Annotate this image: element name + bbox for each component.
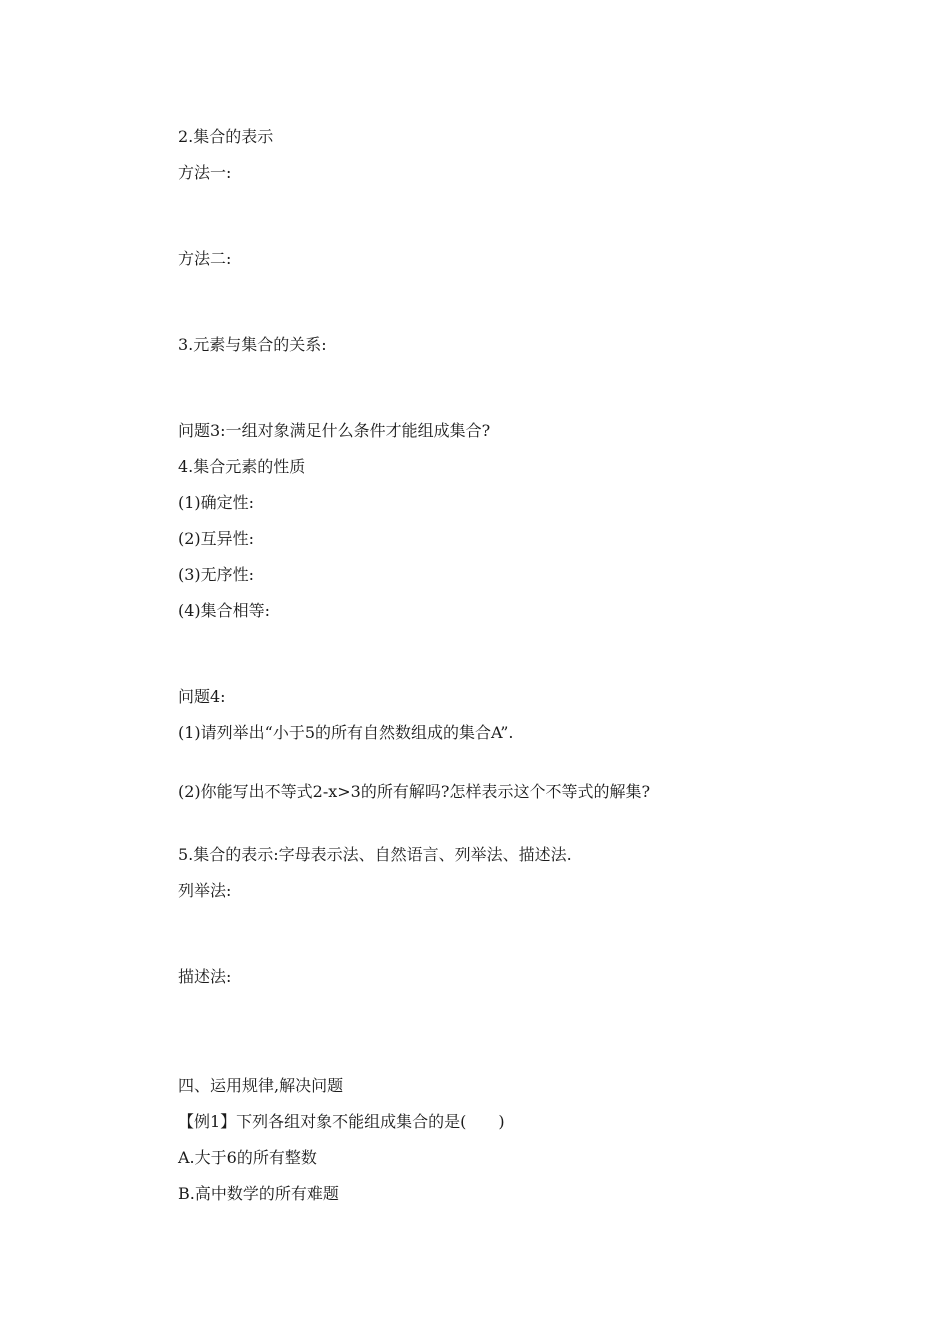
question-4-part-1: (1)请列举出“小于5的所有自然数组成的集合A”. bbox=[178, 723, 514, 742]
section-3-title: 3.元素与集合的关系: bbox=[178, 335, 327, 354]
section-4-title: 4.集合元素的性质 bbox=[178, 457, 306, 476]
option-b: B.高中数学的所有难题 bbox=[178, 1184, 339, 1203]
property-distinctness: (2)互异性: bbox=[178, 529, 255, 548]
method-one-label: 方法一: bbox=[178, 163, 232, 182]
roster-method-label: 列举法: bbox=[178, 881, 232, 900]
option-a: A.大于6的所有整数 bbox=[178, 1148, 317, 1167]
question-4-title: 问题4: bbox=[178, 687, 226, 706]
part-4-title: 四、运用规律,解决问题 bbox=[178, 1076, 344, 1095]
description-method-label: 描述法: bbox=[178, 967, 232, 986]
question-4-part-2: (2)你能写出不等式2-x>3的所有解吗?怎样表示这个不等式的解集? bbox=[178, 782, 651, 801]
property-unordered: (3)无序性: bbox=[178, 565, 255, 584]
example-1-question: 【例1】下列各组对象不能组成集合的是( ) bbox=[178, 1112, 505, 1131]
property-set-equality: (4)集合相等: bbox=[178, 601, 271, 620]
section-5-title: 5.集合的表示:字母表示法、自然语言、列举法、描述法. bbox=[178, 845, 572, 864]
property-determinacy: (1)确定性: bbox=[178, 493, 255, 512]
question-3: 问题3:一组对象满足什么条件才能组成集合? bbox=[178, 421, 491, 440]
method-two-label: 方法二: bbox=[178, 249, 232, 268]
section-2-title: 2.集合的表示 bbox=[178, 127, 274, 146]
